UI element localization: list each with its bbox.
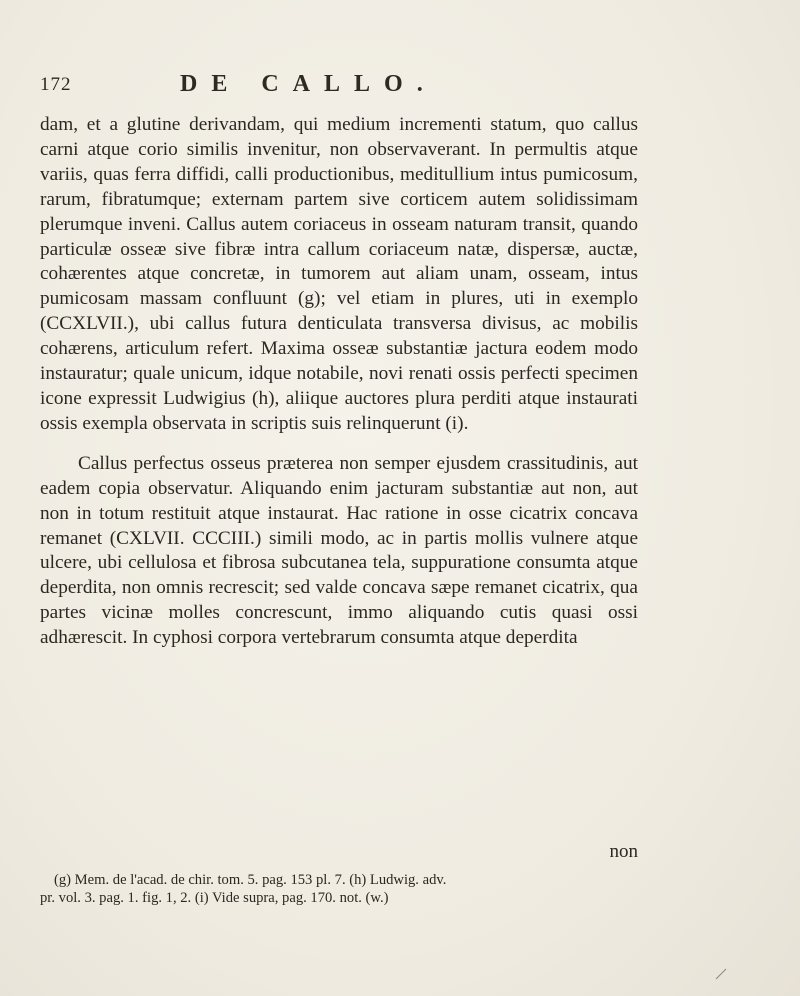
footnote-line-2: pr. vol. 3. pag. 1. fig. 1, 2. (i) Vide supra, pag. 170. not. (w.) xyxy=(40,890,389,906)
pencil-mark-icon xyxy=(715,968,727,980)
catchword: non xyxy=(609,841,638,862)
running-head: DE CALLO. xyxy=(180,71,437,97)
paragraph-2: Callus perfectus osseus præterea non semper ejusdem crassitudinis, aut eadem copia observatur. Aliquando enim jacturam substantiæ aut non, aut non in totum restituit atque instaurat. Hac ratione in osse cicatrix concava remanet (CXLVII. CCCIII.) simili modo, ac in partis mollis vulnere atque ulcere, ubi cellulosa et fibrosa subcutanea tela, suppuratione consumta atque deperdita, non omnis recrescit; sed valde concava sæpe remanet cicatrix, qua partes vicinæ molles concrescunt, immo aliquando cutis quasi ossi adhærescit. In cyphosi corpora vertebrarum consumta atque deperdita xyxy=(40,452,638,649)
footnotes xyxy=(40,871,640,907)
page-header xyxy=(40,71,620,102)
page-number: 172 xyxy=(40,74,72,95)
footnote-line-1: (g) Mem. de l'acad. de chir. tom. 5. pag. 153 pl. 7. (h) Ludwig. adv. xyxy=(54,872,447,888)
body-text xyxy=(40,113,638,651)
paragraph-1: dam, et a glutine derivandam, qui medium incrementi statum, quo callus carni atque corio similis invenitur, non observaverant. In permultis atque variis, quas ferra diffidi, calli productionibus, meditullium intus pumicosum, rarum, fibratumque; externam partem sive corticem autem solidissimam plerumque inveni. Callus autem coriaceus in osseam naturam transit, quando particulæ osseæ sive fibræ intra callum coriaceum natæ, dispersæ, auctæ, cohærentes atque concretæ, in tumorem aut aliam unam, osseam, intus pumicosam massam confluunt (g); vel etiam in plures, uti in exemplo (CCXLVII.), ubi callus futura denticulata transversa divisus, ac mobilis cohærens, articulum refert. Maxima osseæ substantiæ jactura eodem modo instauratur; quale unicum, idque notabile, novi renati ossis perfecti specimen icone expressit Ludwigius (h), aliique auctores plura perditi atque instaurati ossis exempla observata in scriptis suis relinquerunt (i). xyxy=(40,114,638,434)
